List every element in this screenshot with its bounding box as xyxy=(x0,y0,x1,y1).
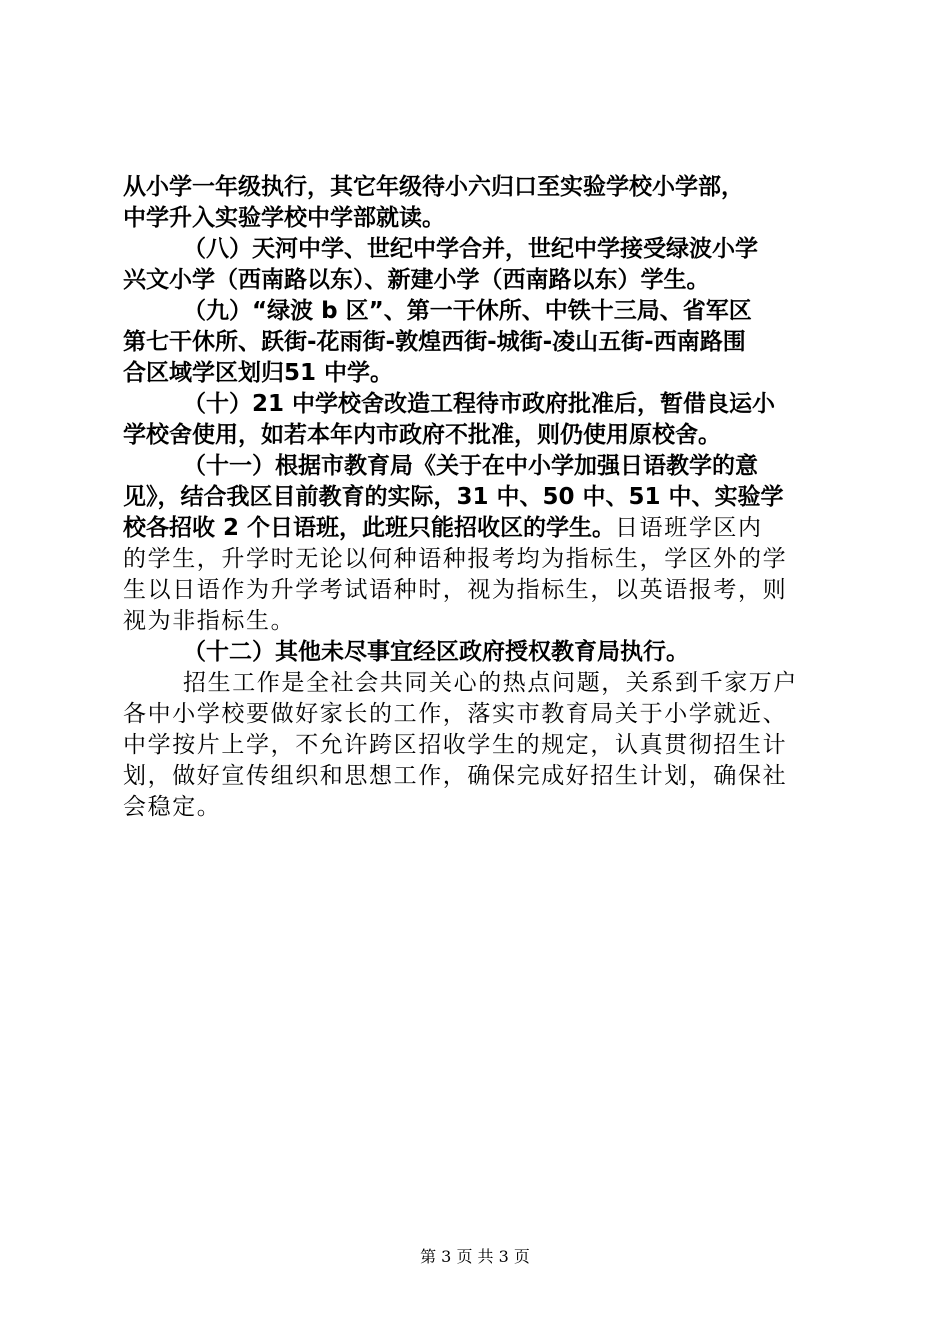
paragraph-line xyxy=(123,265,831,296)
line-text: 见》，结合我区目前教育的实际，31 中、50 中、51 中、实验学 xyxy=(123,484,784,510)
line-text: 各中小学校要做好家长的工作，落实市教育局关于小学就近、 xyxy=(123,701,788,727)
line-text: （八）天河中学、世纪中学合并，世纪中学接受绿波小学 xyxy=(183,236,758,262)
line-text: 划，做好宣传组织和思想工作，确保完成好招生计划，确保社 xyxy=(123,763,788,789)
paragraph-line xyxy=(123,606,831,637)
line-text: 校各招收 2 个日语班，此班只能招收区的学生。 xyxy=(123,515,616,541)
line-text: 合区域学区划归51 中学。 xyxy=(123,360,394,386)
line-text-tail: 日语班学区内 xyxy=(615,515,763,541)
paragraph-line xyxy=(123,730,831,761)
paragraph-line xyxy=(123,668,831,699)
line-text: 中学升入实验学校中学部就读。 xyxy=(123,205,445,231)
paragraph-line xyxy=(123,451,831,482)
line-text: 中学按片上学，不允许跨区招收学生的规定，认真贯彻招生计 xyxy=(123,732,788,758)
paragraph-line xyxy=(123,327,831,358)
paragraph-line xyxy=(123,296,831,327)
line-text: 视为非指标生。 xyxy=(123,608,296,634)
line-text: 学校舍使用，如若本年内市政府不批准，则仍使用原校舍。 xyxy=(123,422,721,448)
paragraph-line xyxy=(123,358,831,389)
line-text: 的学生，升学时无论以何种语种报考均为指标生，学区外的学 xyxy=(123,546,788,572)
line-text: 生以日语作为升学考试语种时，视为指标生，以英语报考，则 xyxy=(123,577,788,603)
paragraph-line xyxy=(123,575,831,606)
line-text: 从小学一年级执行，其它年级待小六归口至实验学校小学部， xyxy=(123,174,744,200)
line-text: （十二）其他未尽事宜经区政府授权教育局执行。 xyxy=(183,639,689,665)
paragraph-line xyxy=(123,389,831,420)
paragraph-line xyxy=(123,544,831,575)
line-text: （十）21 中学校舍改造工程待市政府批准后，暂借良运小 xyxy=(183,391,776,417)
page-footer: 第 3 页 共 3 页 xyxy=(420,1247,530,1266)
paragraph-line xyxy=(123,761,831,792)
paragraph-line xyxy=(123,482,831,513)
paragraph-line xyxy=(123,234,831,265)
paragraph-line xyxy=(123,513,831,544)
paragraph-line xyxy=(123,699,831,730)
paragraph-line xyxy=(123,203,831,234)
line-text: （十一）根据市教育局《关于在中小学加强日语教学的意 xyxy=(183,453,758,479)
line-text: 第七干休所、跃街-花雨街-敦煌西街-城街-凌山五街-西南路围 xyxy=(123,329,746,355)
line-text: 会稳定。 xyxy=(123,794,222,820)
paragraph-line xyxy=(123,637,831,668)
line-text: （九）“绿波 b 区”、第一干休所、中铁十三局、省军区 xyxy=(183,298,752,324)
document-body xyxy=(123,172,831,823)
line-text: 兴文小学（西南路以东）、新建小学（西南路以东）学生。 xyxy=(123,267,710,293)
paragraph-line xyxy=(123,792,831,823)
paragraph-line xyxy=(123,420,831,451)
paragraph-line xyxy=(123,172,831,203)
line-text: 招生工作是全社会共同关心的热点问题，关系到千家万户 xyxy=(183,670,798,696)
